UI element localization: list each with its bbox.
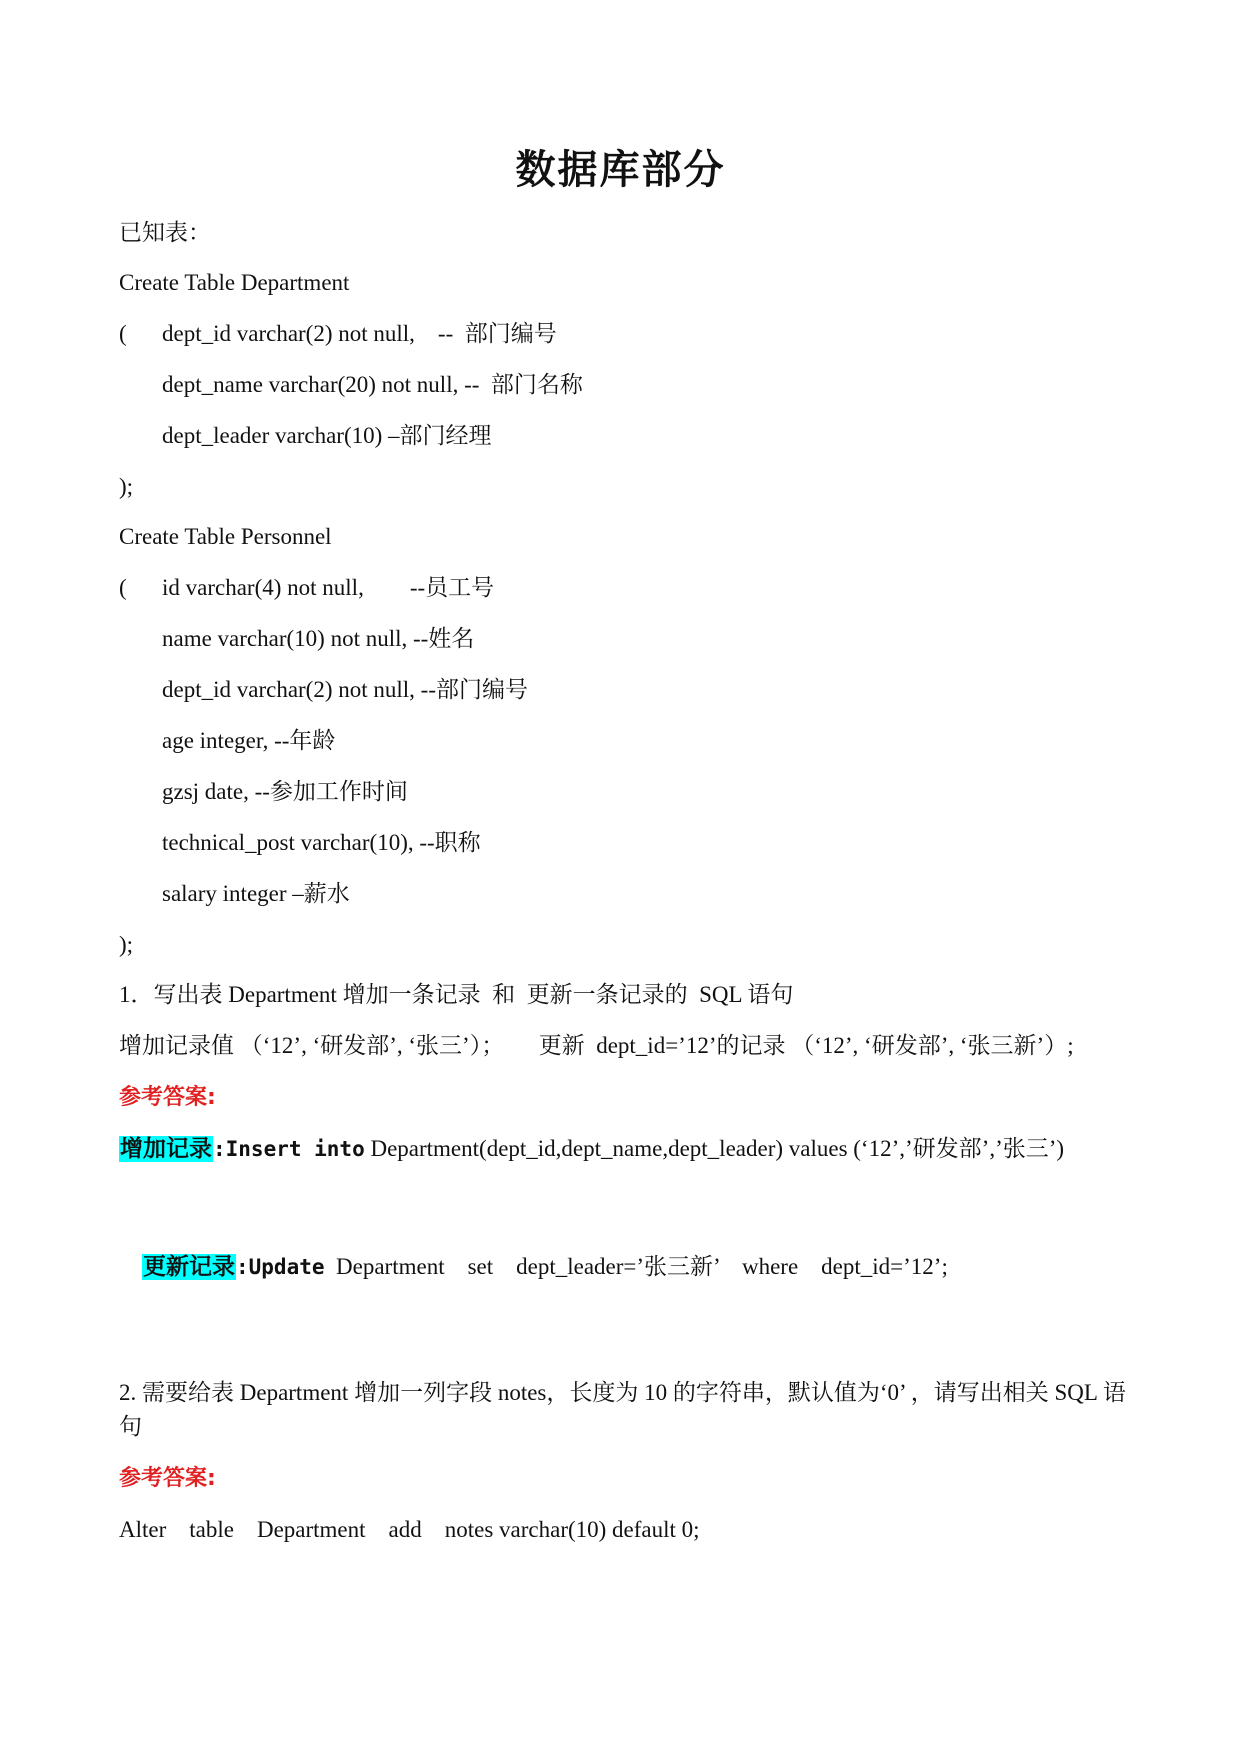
insert-statement: Department(dept_id,dept_name,dept_leader) values (‘12’,’研发部’,’张三’) (364, 1136, 1065, 1161)
update-keyword: :Update (236, 1255, 325, 1279)
dept-field-1: dept_id varchar(2) not null, -- 部门编号 (162, 321, 557, 346)
personnel-create-line: Create Table Personnel (119, 524, 332, 549)
update-statement: Department set dept_leader=’张三新’ where dept_id=’12’; (324, 1254, 948, 1279)
dept-field-3: dept_leader varchar(10) –部门经理 (162, 423, 492, 448)
page-title: 数据库部分 (515, 147, 726, 193)
dept-open-paren: ( (119, 321, 127, 346)
personnel-field-4: age integer, --年龄 (162, 728, 336, 753)
personnel-open-paren: ( (119, 575, 127, 600)
dept-close: ); (119, 474, 134, 499)
q2-question: 2. 需要给表 Department 增加一列字段 notes，长度为 10 的字符串，默认值为‘0’ ，请写出相关 SQL 语句 (119, 1380, 1126, 1439)
dept-create-line: Create Table Department (119, 270, 350, 295)
q1-update-answer (119, 1222, 948, 1312)
q2-answer-label: 参考答案: (119, 1466, 216, 1491)
q1-answer-label: 参考答案: (119, 1085, 216, 1110)
insert-record-tag: 增加记录 (120, 1136, 212, 1162)
q1-insert-answer (119, 1132, 1131, 1166)
q2-answer: Alter table Department add notes varchar(10) default 0; (119, 1517, 700, 1542)
personnel-field-7: salary integer –薪水 (162, 881, 350, 906)
personnel-field-2: name varchar(10) not null, --姓名 (162, 626, 475, 651)
q1-detail: 增加记录值 （‘12’, ‘研发部’, ‘张三’）； 更新 dept_id=’12’的记录 （‘12’, ‘研发部’, ‘张三新’）; (119, 1033, 1074, 1058)
personnel-field-1: id varchar(4) not null, --员工号 (162, 575, 495, 600)
q1-question: 1．写出表 Department 增加一条记录 和 更新一条记录的 SQL 语句 (119, 982, 794, 1007)
dept-field-2: dept_name varchar(20) not null, -- 部门名称 (162, 372, 583, 397)
personnel-field-5: gzsj date, --参加工作时间 (162, 779, 408, 804)
insert-keyword: :Insert into (213, 1137, 365, 1161)
personnel-close: ); (119, 932, 134, 957)
personnel-field-6: technical_post varchar(10), --职称 (162, 830, 481, 855)
update-record-tag: 更新记录 (143, 1254, 235, 1280)
personnel-field-3: dept_id varchar(2) not null, --部门编号 (162, 677, 528, 702)
known-tables-label: 已知表： (119, 220, 211, 245)
